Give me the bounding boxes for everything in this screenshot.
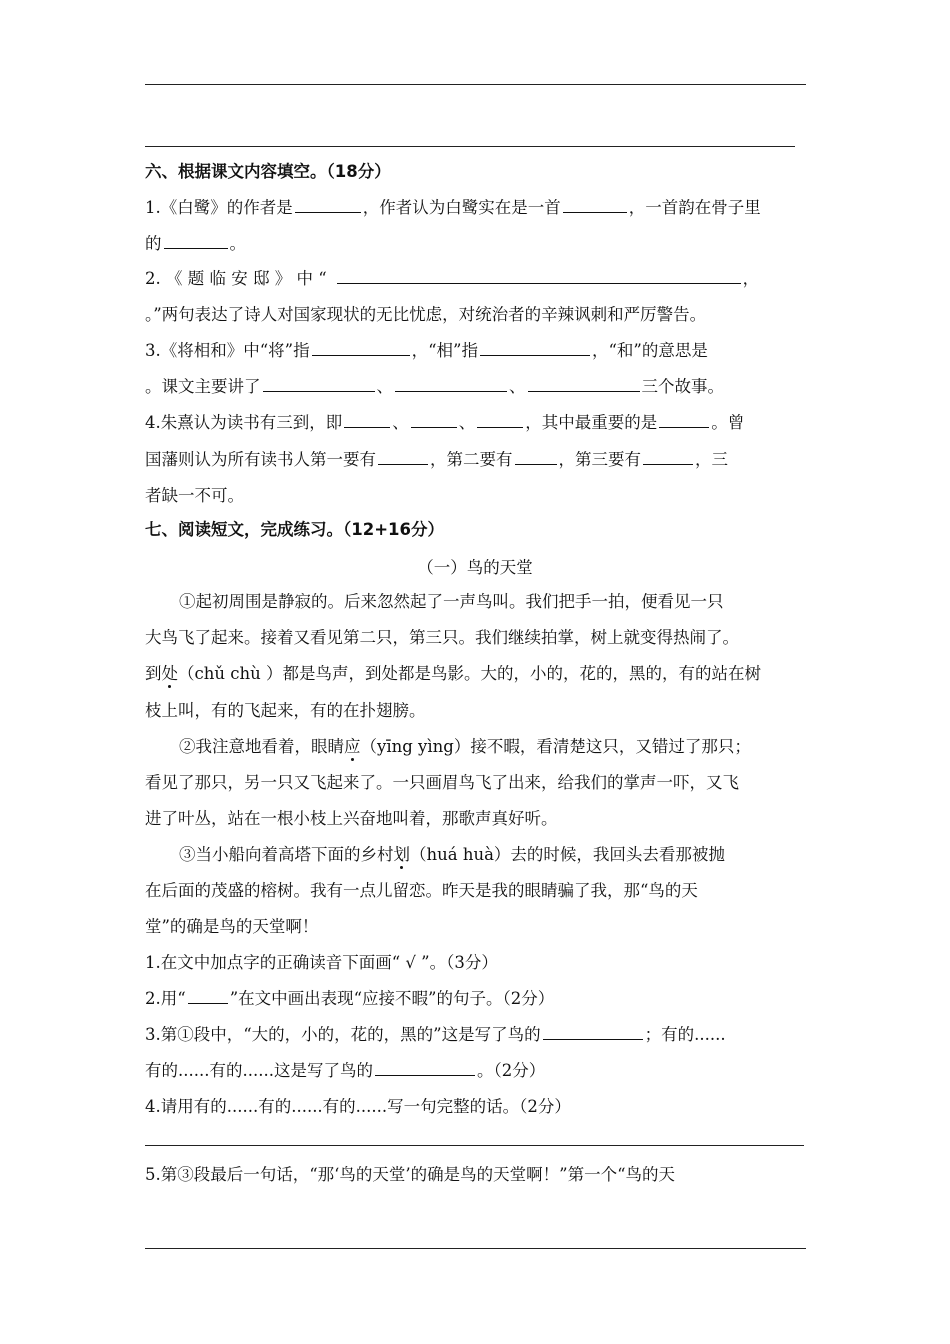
s7-q3-line1: 3.第①段中，“大的，小的，花的，黑的”这是写了鸟的 ；有的......: [145, 1025, 726, 1044]
section7-title: 七、阅读短文，完成练习。（12+16分）: [145, 520, 444, 539]
s6-q2-line1: 2. 《 题 临 安 邸 》 中 “ ，: [145, 269, 760, 288]
s6-q4-line1: 4.朱熹认为读书有三到，即 、 、 ，其中最重要的是 。曾: [145, 413, 745, 432]
blank[interactable]: [515, 448, 557, 465]
s7-q2: 2.用“ ”在文中画出表现“应接不暇”的句子。（2分）: [145, 989, 555, 1008]
answer-line-2: [145, 146, 795, 147]
answer-line-3[interactable]: [145, 1145, 804, 1146]
section6-title: 六、根据课文内容填空。（18分）: [145, 162, 391, 181]
s6-q4-line3: 者缺一不可。: [145, 486, 244, 505]
s6-q4-line2: 国藩则认为所有读书人第一要有 ，第二要有 ，第三要有 ，三: [145, 450, 728, 469]
p2-line3: 进了叶丛，站在一根小枝上兴奋地叫着，那歌声真好听。: [145, 809, 558, 828]
blank[interactable]: [164, 232, 228, 249]
blank[interactable]: [480, 339, 590, 356]
s6-q3-line1: 3.《将相和》中“将”指 ，“相”指 ，“和”的意思是: [145, 341, 708, 360]
blank[interactable]: [477, 411, 523, 428]
blank[interactable]: [295, 196, 361, 213]
p1-line4: 枝上叫，有的飞起来，有的在扑翅膀。: [145, 701, 426, 720]
blank[interactable]: [312, 339, 410, 356]
blank[interactable]: [563, 196, 627, 213]
blank[interactable]: [411, 411, 457, 428]
p1-line1: ①起初周围是静寂的。后来忽然起了一声鸟叫。我们把手一拍，便看见一只: [179, 592, 724, 611]
p3-line2: 在后面的茂盛的榕树。我有一点儿留恋。昨天是我的眼睛骗了我，那“鸟的天: [145, 881, 698, 900]
s6-q1-line2: 的 。: [145, 234, 246, 253]
dotted-char: 处: [161, 664, 178, 683]
blank[interactable]: [263, 375, 375, 392]
blank[interactable]: [659, 411, 709, 428]
s7-q5: 5.第③段最后一句话，“那‘鸟的天堂’的确是鸟的天堂啊！”第一个“鸟的天: [145, 1165, 676, 1184]
p3-line1: ③当小船向着高塔下面的乡村划（huá huà）去的时候，我回头去看那被抛: [179, 845, 725, 864]
s6-q2-line2: 。”两句表达了诗人对国家现状的无比忧虑，对统治者的辛辣讽刺和严厉警告。: [145, 305, 707, 324]
blank: [188, 987, 228, 1004]
passage-title: （一）鸟的天堂: [417, 558, 533, 577]
p2-line2: 看见了那只，另一只又飞起来了。一只画眉鸟飞了出来，给我们的掌声一吓，又飞: [145, 773, 739, 792]
blank[interactable]: [344, 411, 390, 428]
dotted-char: 应: [344, 737, 361, 756]
s7-q1: 1.在文中加点字的正确读音下面画“ √ ”。（3分）: [145, 953, 498, 972]
s6-q1-line1: 1.《白鹭》的作者是 ，作者认为白鹭实在是一首 ，一首韵在骨子里: [145, 198, 761, 217]
blank[interactable]: [528, 375, 640, 392]
blank[interactable]: [643, 448, 693, 465]
s6-q3-line2: 。课文主要讲了 、 、 三个故事。: [145, 377, 724, 396]
blank[interactable]: [375, 1059, 475, 1076]
blank[interactable]: [543, 1023, 643, 1040]
s7-q3-line2: 有的......有的......这是写了鸟的 。（2分）: [145, 1061, 546, 1080]
dotted-char: 划: [393, 845, 410, 864]
blank[interactable]: [395, 375, 507, 392]
blank[interactable]: [337, 267, 741, 284]
p3-line3: 堂”的确是鸟的天堂啊！: [145, 917, 319, 936]
answer-line-1: [145, 84, 806, 85]
p2-line1: ②我注意地看着，眼睛应（yīng yìng）接不暇，看清楚这只，又错过了那只；: [179, 737, 751, 756]
blank[interactable]: [378, 448, 428, 465]
answer-line-4[interactable]: [145, 1248, 806, 1249]
p1-line2: 大鸟飞了起来。接着又看见第二只，第三只。我们继续拍掌，树上就变得热闹了。: [145, 628, 739, 647]
p1-line3: 到处（chǔ chù ）都是鸟声，到处都是鸟影。大的，小的，花的，黑的，有的站在树: [145, 664, 761, 683]
s7-q4: 4.请用有的......有的......有的......写一句完整的话。（2分）: [145, 1097, 571, 1116]
